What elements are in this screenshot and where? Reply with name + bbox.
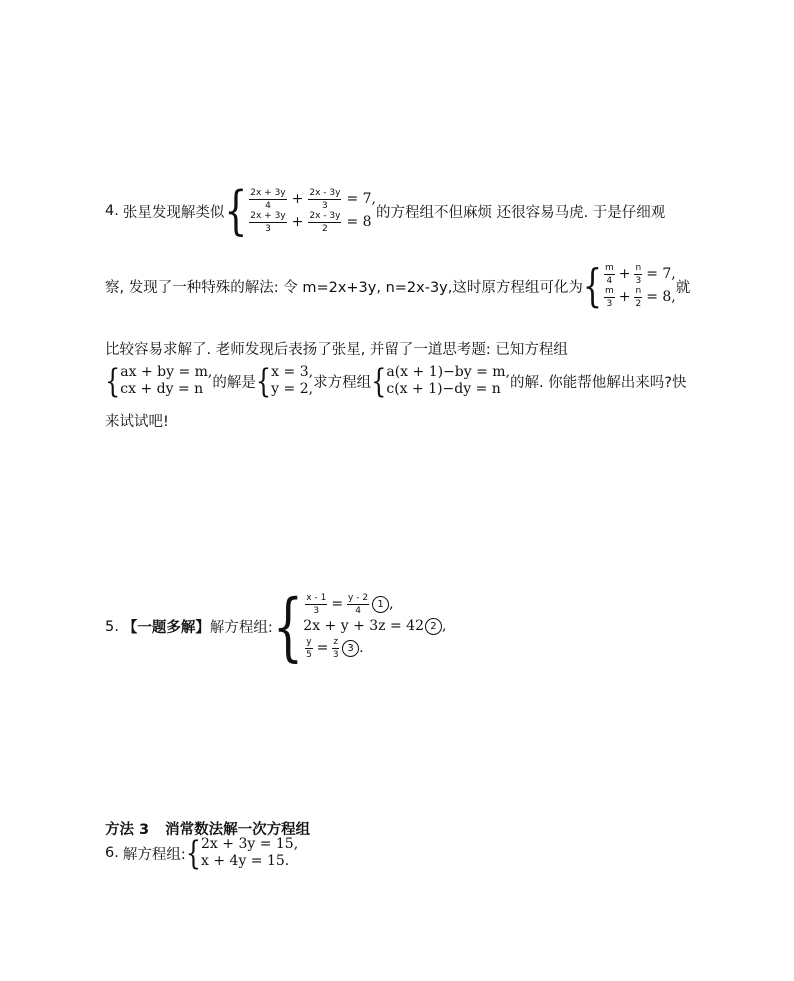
q4-text-1: 张星发现解类似 [122,204,225,221]
q4-text-5: 比较容易求解了. 老师发现后表扬了张星, 并留了一道思考题: 已知方程组 [105,342,568,358]
q4-text-9: 来试试吧! [105,414,169,430]
fraction: $\frac{2x + 3y}{4}$ [250,188,286,211]
q4-line-3 [105,338,568,359]
q4-text-7: 求方程组 [313,374,372,391]
q5-number: 5. [105,618,119,635]
q4-line-2 [105,259,691,313]
fraction: $\frac{n}{3}$ [635,263,642,286]
fraction: $\frac{2x - 3y}{3}$ [309,188,341,211]
q6-text: 解方程组: [122,846,186,863]
q4-line-1 [105,181,666,241]
q4-text-2: 的方程组不但麻烦 还很容易马虎. 于是仔细观 [375,204,666,221]
circled-number: 1 [372,596,389,613]
left-brace-icon: { [224,181,248,241]
fraction: $\frac{m}{3}$ [604,286,614,309]
fraction: $\frac{2x + 3y}{3}$ [250,211,286,234]
q4-system-1: { $\frac{2x + 3y}{4}$ + $\frac{2x - 3y}{3}$ = 7, $\frac{2x + 3y}{3}$ + $\frac{2x - 3y}{2}$ = 8 [224,188,376,234]
q4-system-3: { ax + by = m, cx + dy = n [105,364,212,398]
fraction: $\frac{z}{3}$ [332,637,339,660]
fraction: $\frac{n}{2}$ [635,286,642,309]
fraction: $\frac{2x - 3y}{2}$ [309,211,341,234]
fraction: $\frac{x - 1}{3}$ [306,593,327,616]
circled-number: 3 [342,640,359,657]
q6-number: 6. [105,845,119,861]
q4-text-3: 察, 发现了一种特殊的解法: 令 m=2x+3y, n=2x-3y,这时原方程组可化为 [105,279,583,296]
left-brace-icon: { [582,259,602,313]
q6-line [105,836,298,870]
q4-text-8: 的解. 你能帮他解出来吗?快 [510,374,687,391]
q4-system-4: { x = 3, y = 2, [256,364,313,398]
method-label: 方法 3 [105,822,150,838]
fraction: $\frac{m}{4}$ [604,263,614,286]
left-brace-icon: { [371,362,387,400]
q4-text-6: 的解是 [212,374,256,391]
fraction: $\frac{y}{5}$ [306,637,312,660]
q4-line-4 [105,364,686,398]
q4-system-2: { $\frac{m}{4}$ + $\frac{n}{3}$ = 7, $\frac{m}{3}$ + $\frac{n}{2}$ = 8, [583,263,676,309]
q5-tag: 【一题多解】 [122,620,210,636]
q4-system-5: { a(x + 1)−by = m, c(x + 1)−dy = n [371,364,510,398]
method-title: 消常数法解一次方程组 [165,822,311,838]
left-brace-icon: { [185,834,202,872]
q4-line-5 [105,410,169,431]
q4-text-4: 就 [675,279,691,296]
q6-system: { 2x + 3y = 15, x + 4y = 15. [186,836,298,870]
left-brace-icon: { [272,583,304,670]
fraction: $\frac{y - 2}{4}$ [348,593,369,616]
left-brace-icon: { [105,362,121,400]
left-brace-icon: { [255,362,272,400]
q4-number: 4. [105,203,119,219]
q5-system: { $\frac{x - 1}{3}$ = $\frac{y - 2}{4}$ 1 , 2x + y + 3z = 42 2 , $\frac{y}{5}$ = $\frac{z}{3}$ 3 . [273,593,447,660]
circled-number: 2 [425,618,442,635]
q5-line [105,583,447,670]
q5-text: 解方程组: [209,620,273,636]
